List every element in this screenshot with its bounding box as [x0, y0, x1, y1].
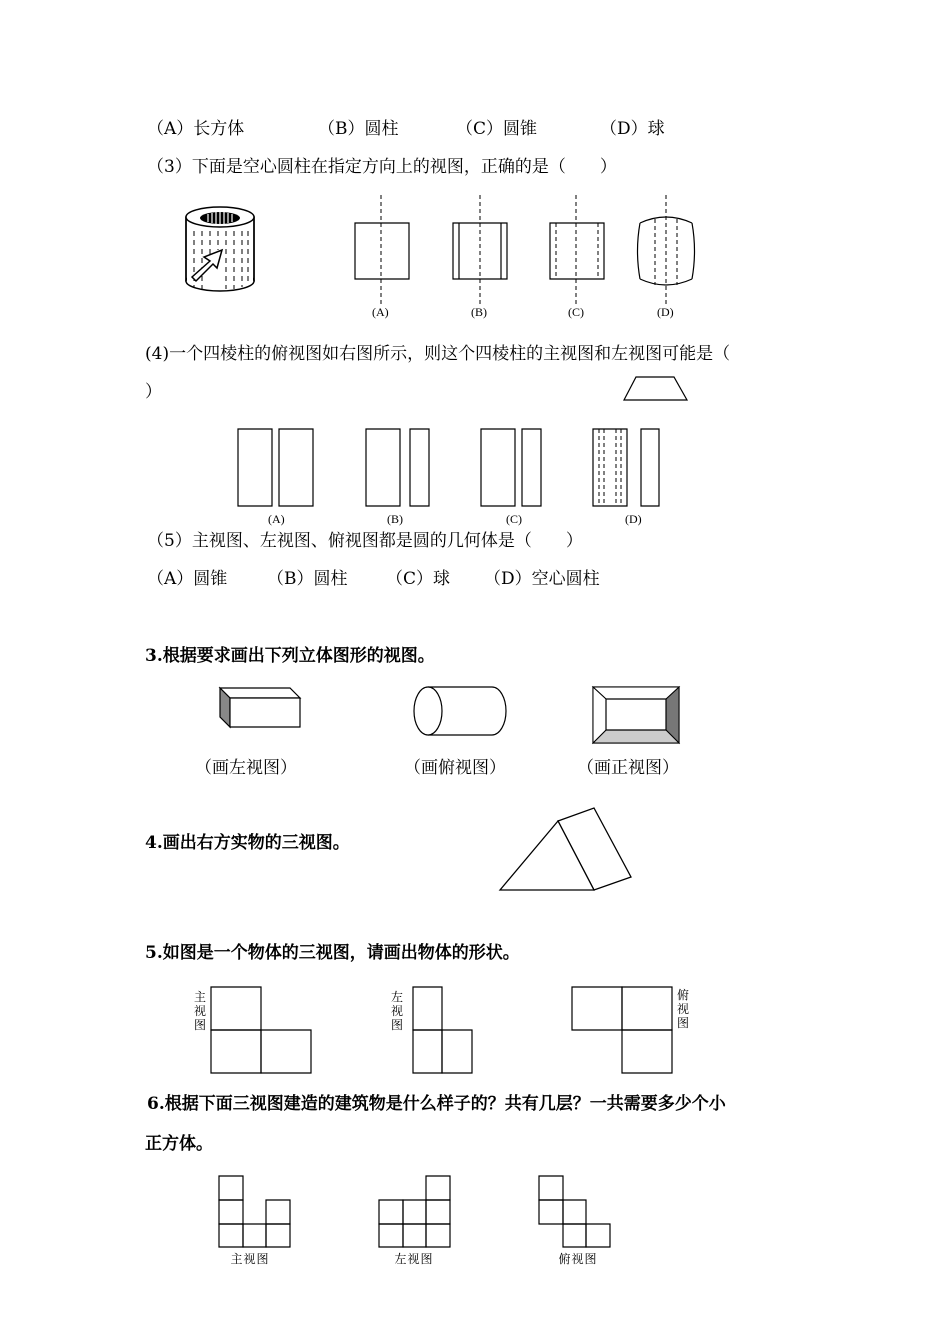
caption-left-view: （画左视图）: [195, 758, 297, 778]
section-4-title: 4.画出右方实物的三视图。: [145, 833, 350, 853]
cylinder-figure: [410, 684, 510, 740]
q4-label-a: (A): [268, 512, 285, 526]
s6-left-view: [378, 1175, 454, 1249]
q3-view-b: [447, 195, 517, 310]
q3-label-a: (A): [372, 305, 389, 319]
q3-label-d: (D): [657, 305, 674, 319]
option-d: （D）球: [600, 119, 665, 139]
q3-label-b: (B): [471, 305, 487, 319]
s5-front-view: [210, 986, 314, 1076]
option-b: （B）圆柱: [318, 119, 399, 139]
s6-label-left: 左视图: [394, 1252, 434, 1266]
caption-front-view: （画正视图）: [577, 758, 679, 778]
q3-label-c: (C): [568, 305, 584, 319]
q5-option-a: （A）圆锥: [147, 569, 228, 589]
s5-top-view: [571, 986, 677, 1076]
cuboid-figure: [216, 683, 306, 731]
q4-label-b: (B): [387, 512, 403, 526]
caption-top-view: （画俯视图）: [404, 758, 506, 778]
q5-option-d: （D）空心圆柱: [484, 569, 600, 589]
option-a: （A）长方体: [147, 119, 245, 139]
q5-stem: （5）主视图、左视图、俯视图都是圆的几何体是（ ）: [147, 531, 583, 551]
q4-stem-line1: (4)一个四棱柱的俯视图如右图所示，则这个四棱柱的主视图和左视图可能是（: [145, 344, 731, 364]
s6-top-view: [538, 1175, 614, 1249]
triangular-prism-figure: [496, 805, 636, 895]
q3-view-a: [350, 195, 420, 310]
s5-label-front: 主视图: [193, 990, 206, 1032]
section-5-title: 5.如图是一个物体的三视图，请画出物体的形状。: [145, 943, 520, 963]
q4-view-d: [591, 428, 663, 510]
s5-label-top: 俯视图: [676, 988, 689, 1030]
s6-label-top: 俯视图: [558, 1252, 598, 1266]
hollow-cylinder-figure: [182, 205, 262, 297]
s5-label-left: 左视图: [390, 990, 403, 1032]
trapezoid-top-view: [620, 375, 692, 405]
section-3-title: 3.根据要求画出下列立体图形的视图。: [145, 646, 435, 666]
q4-view-b: [364, 428, 434, 510]
q4-stem-line2: ）: [145, 382, 162, 402]
option-c: （C）圆锥: [456, 119, 538, 139]
s6-front-view: [218, 1175, 294, 1249]
q3-stem: （3）下面是空心圆柱在指定方向上的视图，正确的是（ ）: [147, 157, 617, 177]
q3-view-c: [545, 195, 615, 310]
q5-option-b: （B）圆柱: [267, 569, 348, 589]
q3-view-d: [635, 195, 705, 310]
frustum-frame-figure: [590, 684, 684, 746]
q5-option-c: （C）球: [386, 569, 451, 589]
section-6-title-line1: 6.根据下面三视图建造的建筑物是什么样子的？共有几层？一共需要多少个小: [147, 1094, 726, 1114]
q4-label-c: (C): [506, 512, 522, 526]
q4-label-d: (D): [625, 512, 642, 526]
s5-left-view: [412, 986, 476, 1076]
section-6-title-line2: 正方体。: [145, 1134, 213, 1154]
q4-view-a: [236, 428, 318, 510]
q4-view-c: [479, 428, 545, 510]
s6-label-front: 主视图: [230, 1252, 270, 1266]
